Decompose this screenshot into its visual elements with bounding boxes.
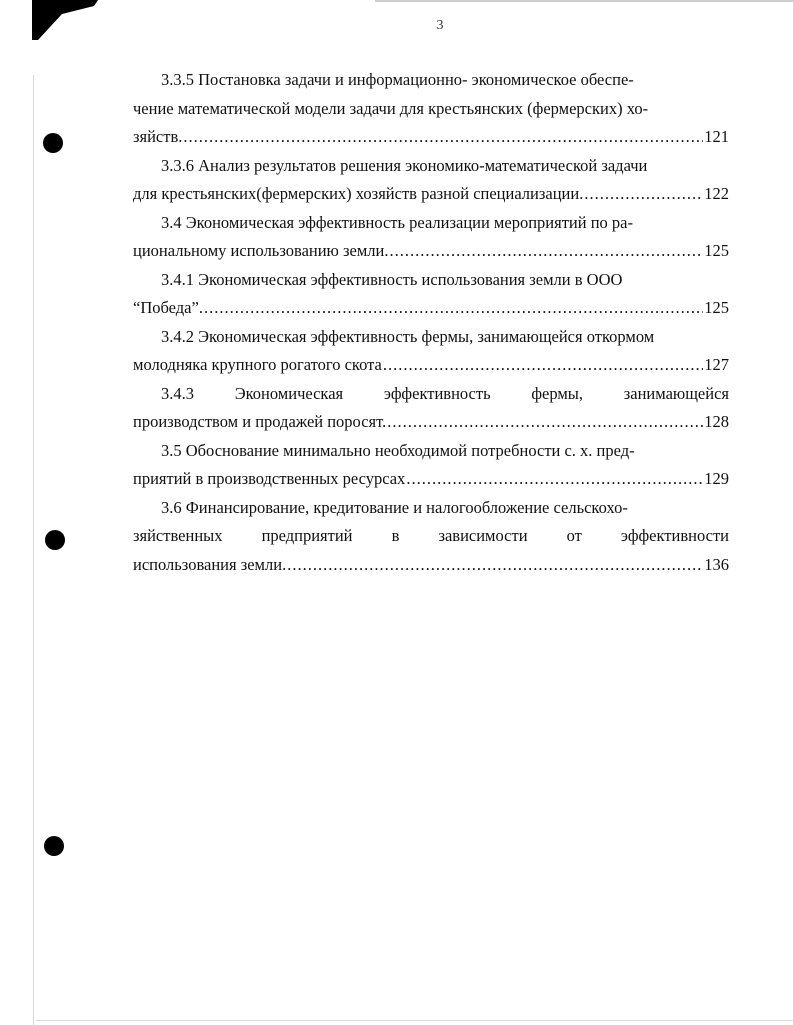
toc-word: зависимости: [438, 526, 528, 545]
toc-page-number: 129: [704, 469, 729, 488]
toc-entry-leader-line: [133, 294, 729, 323]
toc-entry-tail: для крестьянских(фермерских) хозяйств разной специализации.: [133, 184, 584, 203]
toc-entry-line: 3.4.1 Экономическая эффективность использования земли в ООО: [161, 269, 623, 289]
toc-page-number: 127: [704, 355, 729, 374]
dot-leader: [406, 465, 703, 494]
toc-word: занимающейся: [623, 383, 729, 403]
punch-hole: [45, 530, 65, 550]
table-of-contents: [133, 66, 729, 579]
toc-entry-tail: зяйств.: [133, 127, 183, 146]
toc-entry-tail: “Победа”.: [133, 298, 203, 317]
toc-entry-line: 3.3.6 Анализ результатов решения экономико-математической задачи: [161, 155, 648, 175]
punch-hole: [43, 133, 63, 153]
toc-word: эффективность: [383, 383, 491, 403]
toc-word: в: [391, 526, 400, 545]
toc-entry[interactable]: [133, 323, 729, 380]
toc-entry[interactable]: [133, 66, 729, 152]
toc-entry-tail: использования земли.: [133, 554, 287, 574]
toc-entry-leader-line: [133, 351, 729, 380]
toc-entry-tail: молодняка крупного рогатого скота: [133, 355, 382, 374]
scan-top-rule: [375, 0, 793, 2]
dot-leader: [584, 180, 703, 209]
toc-entry-leader-line: [133, 551, 729, 580]
toc-entry-leader-line: [133, 465, 729, 494]
toc-entry[interactable]: [133, 266, 729, 323]
toc-entry-line: чение математической модели задачи для крестьянских (фермерских) хо-: [133, 98, 649, 118]
punch-hole: [44, 836, 64, 856]
toc-word: предприятий: [261, 526, 353, 545]
toc-word: эффективности: [620, 526, 729, 545]
toc-entry-leader-line: [133, 237, 729, 266]
toc-entry[interactable]: [133, 437, 729, 494]
dot-leader: [287, 551, 703, 580]
toc-entry-tail: приятий в производственных ресурсах: [133, 469, 406, 488]
toc-page-number: 125: [704, 241, 729, 260]
toc-word: Экономическая: [234, 383, 344, 403]
toc-entry-tail: производством и продажей поросят.: [133, 412, 387, 431]
toc-entry[interactable]: [133, 152, 729, 209]
toc-word: 3.4.3: [161, 383, 194, 403]
scan-left-edge: [33, 75, 34, 1025]
toc-entry-line: [133, 522, 729, 551]
toc-entry-tail: циональному использованию земли.: [133, 241, 389, 260]
toc-page-number: 125: [704, 298, 729, 317]
toc-word: зяйственных: [133, 526, 223, 545]
dot-leader: [383, 351, 703, 380]
toc-word: от: [566, 526, 582, 545]
toc-page-number: 122: [704, 184, 729, 203]
toc-entry-line: 3.3.5 Постановка задачи и информационно- экономическое обеспе-: [161, 70, 634, 89]
toc-entry[interactable]: [133, 380, 729, 437]
toc-entry-line: 3.6 Финансирование, кредитование и налогообложение сельскохо-: [161, 497, 628, 517]
toc-entry-leader-line: [133, 123, 729, 152]
page-number: 3: [436, 18, 444, 33]
toc-entry-leader-line: [133, 180, 729, 209]
toc-entry-line: 3.5 Обоснование минимально необходимой потребности с. х. пред-: [161, 440, 635, 460]
dot-leader: [204, 294, 703, 323]
toc-entry[interactable]: [133, 494, 729, 580]
scan-corner-mark: [32, 0, 98, 40]
toc-entry[interactable]: [133, 209, 729, 266]
toc-word: фермы,: [531, 383, 584, 403]
toc-entry-leader-line: [133, 408, 729, 437]
dot-leader: [183, 123, 703, 152]
toc-page-number: 136: [704, 554, 729, 574]
toc-entry-line: [133, 380, 729, 409]
dot-leader: [387, 408, 703, 437]
toc-entry-line: 3.4 Экономическая эффективность реализации мероприятий по ра-: [161, 212, 633, 232]
dot-leader: [389, 237, 703, 266]
scan-bottom-rule: [36, 1020, 793, 1021]
toc-entry-line: 3.4.2 Экономическая эффективность фермы, занимающейся откормом: [161, 326, 655, 346]
toc-page-number: 128: [704, 412, 729, 431]
toc-page-number: 121: [704, 127, 729, 146]
